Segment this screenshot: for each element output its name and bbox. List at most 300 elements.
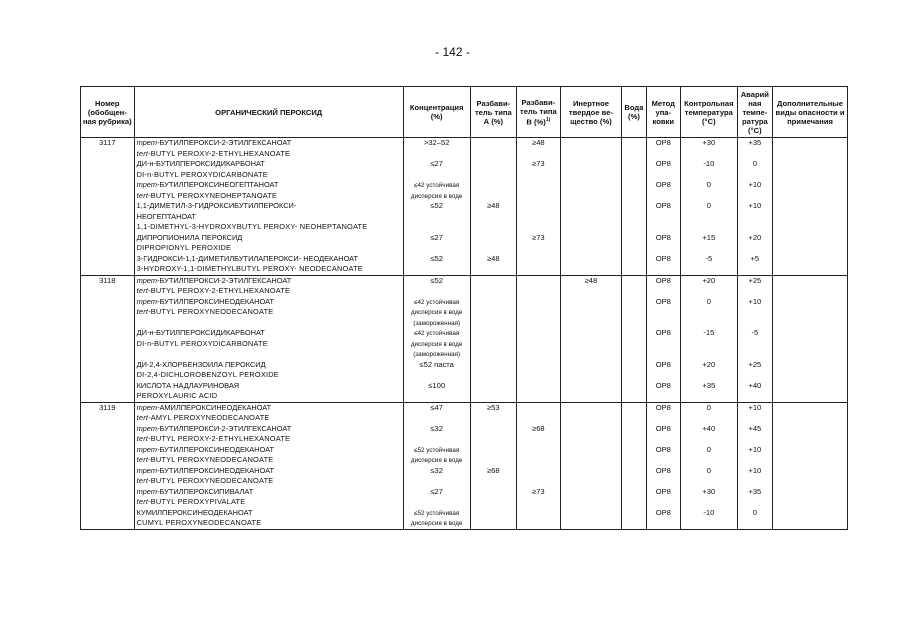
blank-cell: [517, 370, 561, 381]
blank-cell: [622, 318, 646, 329]
inert-solid: [560, 297, 622, 308]
inert-solid: [560, 508, 622, 519]
name-en: BUTYL PEROXYNEOHEPTANOATE: [150, 190, 278, 200]
name-en: BUTYL PEROXY-2-ETHYLHEXANOATE: [150, 148, 291, 158]
name-prefix-ru: трет-: [136, 180, 160, 189]
header-hazards: Дополнительные виды опасности и примечания: [773, 87, 848, 138]
peroxide-name-ru: [134, 487, 403, 498]
blank-cell: [680, 339, 737, 350]
control-temp: 0: [680, 180, 737, 191]
water: [622, 233, 646, 244]
un-number-blank: [81, 307, 135, 318]
blank-cell: [517, 413, 561, 424]
table-row-continued: [81, 212, 848, 223]
packing-method: OP8: [646, 201, 680, 212]
diluent-b: [517, 402, 561, 413]
name-ru: БУТИЛПЕРОКСИ-2-ЭТИЛГЕКСАНОАТ: [159, 138, 292, 147]
emergency-temp: 0: [737, 508, 772, 519]
diluent-b: [517, 360, 561, 371]
table-row: [81, 275, 848, 286]
table-row: [81, 201, 848, 212]
blank-cell: [517, 191, 561, 202]
concentration: [403, 466, 470, 477]
concentration: [403, 159, 470, 170]
blank-cell: [680, 497, 737, 508]
blank-cell: [737, 264, 772, 275]
name-prefix-en: tert-: [136, 307, 151, 316]
concentration-cont: [403, 391, 470, 402]
peroxide-name-ru: [134, 138, 403, 149]
peroxide-name-ru: [134, 402, 403, 413]
blank-cell: [470, 264, 517, 275]
concentration-note: дисперсия в воде: [410, 457, 463, 464]
concentration-cont: [403, 149, 470, 160]
emergency-temp: +45: [737, 424, 772, 435]
name-ru: БУТИЛПЕРОКСИ-2-ЭТИЛГЕКСАНОАТ: [159, 275, 292, 285]
peroxide-name-ru: [134, 159, 403, 170]
inert-solid: [560, 201, 622, 212]
diluent-a: [470, 360, 517, 371]
concentration-note: дисперсия в воде: [410, 340, 463, 348]
blank-cell: [773, 318, 848, 329]
blank-cell: [737, 370, 772, 381]
header-inert: Инертное твердое ве-щество (%): [560, 87, 622, 138]
concentration-cont: [403, 349, 470, 360]
name-prefix-ru: трет-: [136, 275, 160, 285]
inert-solid: [560, 328, 622, 339]
table-row: [81, 138, 848, 149]
table-row: [81, 180, 848, 191]
diluent-b: [517, 254, 561, 265]
blank-cell: [680, 391, 737, 402]
blank-cell: [470, 413, 517, 424]
peroxide-name-ru: [134, 201, 403, 212]
un-number: [81, 297, 135, 308]
inert-solid: [560, 159, 622, 170]
blank-cell: [680, 434, 737, 445]
concentration-cont: [403, 318, 470, 329]
blank-cell: [560, 170, 622, 181]
blank-cell: [646, 391, 680, 402]
diluent-a: [470, 424, 517, 435]
un-number-blank: [81, 191, 135, 202]
peroxide-name-en: [134, 307, 403, 318]
blank-cell: [622, 286, 646, 297]
blank-cell: [737, 413, 772, 424]
blank-cell: [646, 413, 680, 424]
concentration: [403, 138, 470, 149]
table-row: [81, 233, 848, 244]
water: [622, 508, 646, 519]
blank-cell: [737, 222, 772, 233]
hazards: [773, 466, 848, 477]
name-ru: БУТИЛПЕРОКСИПИВАЛАТ: [159, 486, 254, 496]
blank-cell: [622, 518, 646, 529]
name-en: 1,1-DIMETHYL-3-HYDROXYBUTYL PEROXY- NEOHEPTANOATE: [136, 222, 368, 231]
water: [622, 254, 646, 265]
blank-cell: [646, 476, 680, 487]
concentration-value: ≤42 устойчивая: [414, 298, 460, 306]
peroxide-name-en: [134, 413, 403, 424]
blank-cell: [560, 434, 622, 445]
diluent-a: [470, 275, 517, 286]
blank-cell: [470, 476, 517, 487]
inert-solid: [560, 233, 622, 244]
table-row: [81, 159, 848, 170]
name-en: 3-HYDROXY-1,1-DIMETHYLBUTYL PEROXY- NEODECANOATE: [136, 264, 363, 273]
table-row-continued: [81, 307, 848, 318]
concentration: [403, 402, 470, 413]
blank-cell: [517, 222, 561, 233]
name-en: BUTYL PEROXYNEODECANOATE: [150, 307, 274, 316]
name-prefix-en: tert-: [136, 190, 151, 200]
concentration-value: ≤52: [430, 201, 443, 210]
inert-solid: [560, 180, 622, 191]
peroxide-name-en: [134, 149, 403, 160]
diluent-b: [517, 328, 561, 339]
name-en: BUTYL PEROXYNEODECANOATE: [150, 476, 274, 485]
blank-cell: [517, 518, 561, 529]
blank-cell: [470, 391, 517, 402]
blank-cell: [646, 339, 680, 350]
header-diluent-b: [517, 87, 561, 138]
hazards: [773, 381, 848, 392]
table-row-continued: [81, 149, 848, 160]
emergency-temp: 0: [737, 159, 772, 170]
table-row: [81, 487, 848, 498]
blank-cell: [646, 318, 680, 329]
un-number: [81, 466, 135, 477]
packing-method: OP8: [646, 297, 680, 308]
un-number: [81, 508, 135, 519]
emergency-temp: +25: [737, 275, 772, 286]
name-prefix-ru: трет-: [136, 402, 160, 412]
control-temp: +20: [680, 360, 737, 371]
water: [622, 180, 646, 191]
un-number: 3118: [81, 275, 135, 286]
name-ru: БУТИЛПЕРОКСИНЕОДЕКАНОАТ: [159, 296, 274, 306]
table-row: [81, 424, 848, 435]
blank-cell: [646, 243, 680, 254]
packing-method: OP8: [646, 487, 680, 498]
blank-cell: [622, 370, 646, 381]
blank-cell: [517, 149, 561, 160]
un-number-blank: [81, 339, 135, 350]
concentration: [403, 424, 470, 435]
table-body: [81, 138, 848, 530]
hazards: [773, 445, 848, 456]
blank-cell: [622, 170, 646, 181]
blank-cell: [560, 370, 622, 381]
emergency-temp: +5: [737, 254, 772, 265]
table-row-continued: [81, 434, 848, 445]
concentration-value: ≤27: [430, 232, 443, 242]
peroxide-name-en: [134, 264, 403, 275]
concentration: [403, 297, 470, 308]
hazards: [773, 275, 848, 286]
un-number: [81, 254, 135, 265]
blank-cell: [737, 391, 772, 402]
blank-cell: [680, 212, 737, 223]
blank-cell: [622, 434, 646, 445]
blank-cell: [737, 476, 772, 487]
diluent-b: ≥48: [517, 138, 561, 149]
blank-cell: [517, 307, 561, 318]
blank-cell: [517, 212, 561, 223]
blank-cell: [560, 212, 622, 223]
un-number-blank: [81, 149, 135, 160]
blank-cell: [737, 149, 772, 160]
un-number: 3117: [81, 138, 135, 149]
un-number: [81, 360, 135, 371]
diluent-b: ≥73: [517, 159, 561, 170]
concentration: [403, 487, 470, 498]
peroxide-name-en: [134, 434, 403, 445]
inert-solid: [560, 381, 622, 392]
peroxide-name-ru: [134, 424, 403, 435]
blank-cell: [680, 518, 737, 529]
peroxide-name-en: [134, 476, 403, 487]
blank-cell: [646, 170, 680, 181]
un-number: [81, 159, 135, 170]
concentration-value: ≤27: [430, 486, 443, 496]
inert-solid: [560, 402, 622, 413]
water: [622, 360, 646, 371]
packing-method: OP8: [646, 424, 680, 435]
blank-cell: [470, 370, 517, 381]
control-temp: +35: [680, 381, 737, 392]
peroxide-name-en: [134, 391, 403, 402]
name-prefix-en: tert-: [136, 476, 151, 485]
blank-cell: [517, 349, 561, 360]
un-number-blank: [81, 318, 135, 329]
blank-cell: [773, 455, 848, 466]
concentration-value: ≤42 устойчивая: [414, 330, 460, 337]
blank-cell: [773, 243, 848, 254]
concentration-value: >32–52: [423, 138, 450, 147]
control-temp: -10: [680, 508, 737, 519]
blank-cell: [560, 286, 622, 297]
blank-cell: [560, 307, 622, 318]
blank-cell: [560, 264, 622, 275]
concentration-cont: [403, 413, 470, 424]
blank-cell: [737, 518, 772, 529]
emergency-temp: +10: [737, 297, 772, 308]
concentration: [403, 201, 470, 212]
concentration-cont: [403, 518, 470, 529]
emergency-temp: +10: [737, 180, 772, 191]
blank-cell: [737, 191, 772, 202]
blank-cell: [517, 391, 561, 402]
table-row: [81, 328, 848, 339]
blank-cell: [470, 518, 517, 529]
peroxide-name-en: [134, 497, 403, 508]
hazards: [773, 180, 848, 191]
concentration-cont: [403, 170, 470, 181]
name-en: DI-2,4-DICHLOROBENZOYL PEROXIDE: [136, 370, 279, 379]
peroxide-name-en: [134, 243, 403, 254]
name-en: PEROXYLAURIC ACID: [136, 391, 218, 400]
packing-method: OP8: [646, 180, 680, 191]
blank-cell: [773, 476, 848, 487]
name-ru: ДИ-н-БУТИЛПЕРОКСИДИКАРБОНАТ: [136, 159, 265, 168]
header-diluent-a: Разбави-тель типа А (%): [470, 87, 517, 138]
un-number-blank: [81, 212, 135, 223]
blank-cell: [517, 434, 561, 445]
blank-cell: [680, 191, 737, 202]
control-temp: 0: [680, 466, 737, 477]
blank-cell: [470, 434, 517, 445]
packing-method: OP8: [646, 159, 680, 170]
header-concentration: Концентрация (%): [403, 87, 470, 138]
blank-cell: [470, 307, 517, 318]
name-prefix-ru: трет-: [136, 465, 160, 475]
water: [622, 445, 646, 456]
water: [622, 138, 646, 149]
concentration-cont: [403, 243, 470, 254]
blank-cell: [470, 339, 517, 350]
blank-cell: [470, 497, 517, 508]
concentration-value: ≤52 устойчивая: [414, 446, 460, 454]
water: [622, 487, 646, 498]
name-en: BUTYL PEROXYNEODECANOATE: [150, 455, 274, 464]
blank-cell: [560, 349, 622, 360]
un-number-blank: [81, 349, 135, 360]
blank-cell: [680, 307, 737, 318]
blank-cell: [622, 307, 646, 318]
table-row: [81, 254, 848, 265]
control-temp: +15: [680, 233, 737, 244]
blank-cell: [737, 349, 772, 360]
hazards: [773, 402, 848, 413]
blank-cell: [680, 349, 737, 360]
blank-cell: [517, 286, 561, 297]
name-ru: БУТИЛПЕРОКСИНЕОДЕКАНОАТ: [159, 444, 274, 454]
name-prefix-en: tert-: [136, 455, 151, 464]
name-ru: БУТИЛПЕРОКСИНЕОГЕПТАНОАТ: [159, 180, 279, 189]
blank-cell: [680, 455, 737, 466]
table-row: [81, 360, 848, 371]
concentration: [403, 275, 470, 286]
concentration: [403, 328, 470, 339]
blank-cell: [773, 149, 848, 160]
table-row-continued: [81, 391, 848, 402]
table-row-continued: [81, 349, 848, 360]
name-ru: АМИЛПЕРОКСИНЕОДЕКАНОАТ: [159, 402, 272, 412]
packing-method: OP8: [646, 233, 680, 244]
blank-cell: [646, 212, 680, 223]
table-row-continued: [81, 222, 848, 233]
blank-cell: [560, 455, 622, 466]
table-row-continued: [81, 170, 848, 181]
packing-method: OP8: [646, 138, 680, 149]
header-water: Вода (%): [622, 87, 646, 138]
blank-cell: [737, 170, 772, 181]
blank-cell: [646, 307, 680, 318]
control-temp: +40: [680, 424, 737, 435]
blank-cell: [680, 264, 737, 275]
hazards: [773, 254, 848, 265]
blank-cell: [773, 222, 848, 233]
un-number-blank: [81, 286, 135, 297]
blank-cell: [737, 243, 772, 254]
header-number: Номер (обобщен-ная рубрика): [81, 87, 135, 138]
peroxide-name-en: [134, 518, 403, 529]
concentration-value: ≤32: [430, 465, 443, 475]
packing-method: OP8: [646, 381, 680, 392]
table-row-continued: [81, 518, 848, 529]
header-diluent-b-note: 1): [545, 116, 551, 123]
blank-cell: [622, 243, 646, 254]
concentration-value: ≤52: [430, 253, 443, 263]
diluent-a: ≥48: [470, 254, 517, 265]
concentration-cont: [403, 339, 470, 350]
concentration-cont: [403, 212, 470, 223]
control-temp: 0: [680, 297, 737, 308]
diluent-a: [470, 487, 517, 498]
name-ru: 3-ГИДРОКСИ-1,1-ДИМЕТИЛБУТИЛАПЕРОКСИ- НЕОДЕКАНОАТ: [136, 253, 359, 263]
table-row: [81, 445, 848, 456]
peroxide-name-en: [134, 339, 403, 350]
name-ru: ДИ-н-БУТИЛПЕРОКСИДИКАРБОНАТ: [136, 328, 265, 337]
inert-solid: [560, 487, 622, 498]
un-number: [81, 487, 135, 498]
name-prefix-ru: трет-: [136, 138, 160, 147]
diluent-b: ≥73: [517, 233, 561, 244]
blank-cell: [737, 212, 772, 223]
name-prefix-en: tert-: [136, 497, 151, 506]
blank-cell: [737, 434, 772, 445]
un-number-blank: [81, 497, 135, 508]
diluent-a: ≥68: [470, 466, 517, 477]
diluent-a: [470, 508, 517, 519]
peroxide-name-en: [134, 286, 403, 297]
peroxide-name-ru: [134, 275, 403, 286]
blank-cell: [646, 191, 680, 202]
hazards: [773, 328, 848, 339]
un-number-blank: [81, 518, 135, 529]
name-prefix-ru: трет-: [136, 296, 160, 306]
hazards: [773, 360, 848, 371]
concentration-cont: [403, 497, 470, 508]
table-row-continued: [81, 455, 848, 466]
emergency-temp: +25: [737, 360, 772, 371]
diluent-a: [470, 445, 517, 456]
concentration-value: ≤47: [430, 402, 443, 412]
packing-method: OP8: [646, 466, 680, 477]
peroxide-name-ru: [134, 360, 403, 371]
blank-cell: [560, 391, 622, 402]
name-en: BUTYL PEROXY-2-ETHYLHEXANOATE: [150, 286, 291, 295]
blank-cell: [470, 149, 517, 160]
table-row-continued: [81, 264, 848, 275]
table-row-continued: [81, 497, 848, 508]
blank-cell: [773, 191, 848, 202]
water: [622, 201, 646, 212]
blank-cell: [737, 307, 772, 318]
concentration-cont: [403, 434, 470, 445]
blank-cell: [470, 349, 517, 360]
blank-cell: [622, 476, 646, 487]
diluent-a: [470, 138, 517, 149]
blank-cell: [622, 349, 646, 360]
peroxide-name-ru-cont: [134, 212, 403, 223]
concentration-cont: [403, 370, 470, 381]
blank-cell: [470, 191, 517, 202]
emergency-temp: +35: [737, 487, 772, 498]
blank-cell: [646, 149, 680, 160]
blank-cell: [680, 243, 737, 254]
